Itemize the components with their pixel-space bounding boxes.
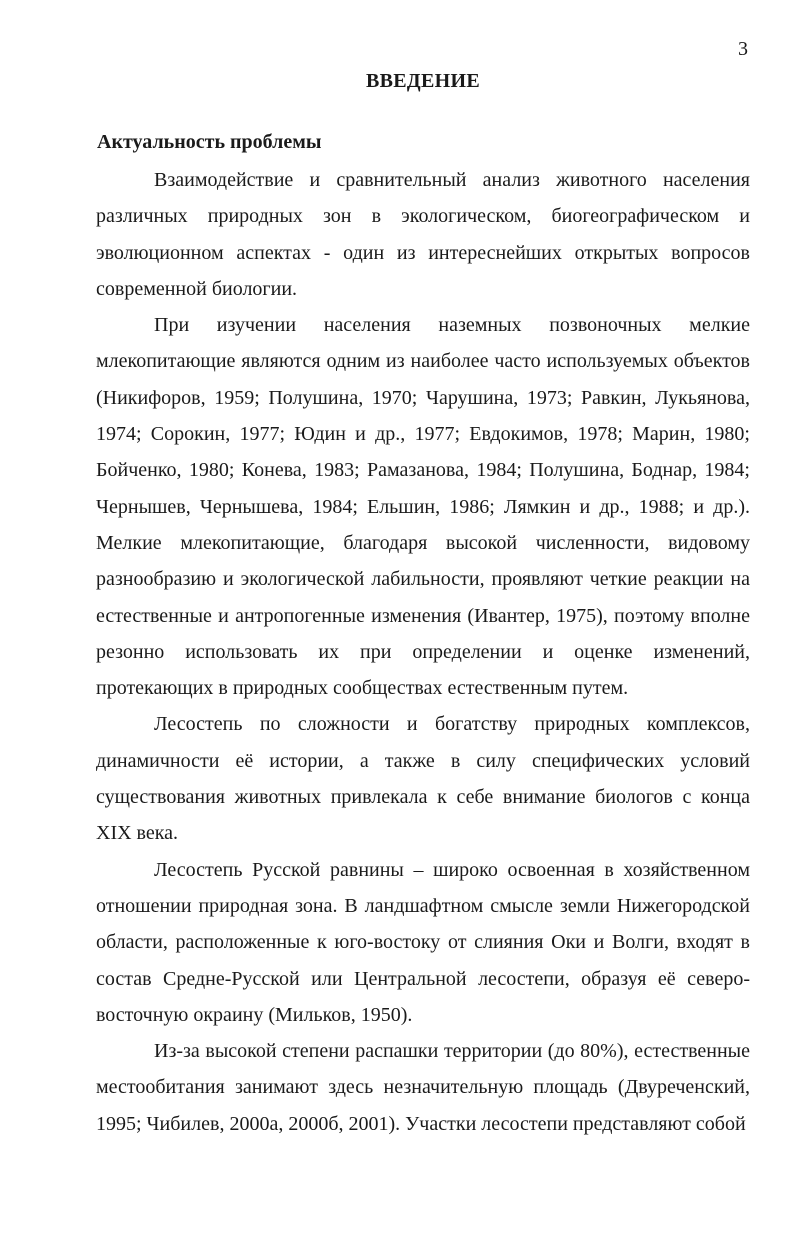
body-text: [96, 162, 750, 1142]
paragraph: Из-за высокой степени распашки территории (до 80%), естественные местообитания занимают здесь незначительную площадь (Двуреченский, 1995; Чибилев, 2000а, 2000б, 2001). Участки лесостепи представляют собой: [96, 1040, 750, 1135]
paragraph: При изучении населения наземных позвоночных мелкие млекопитающие являются одним из наиболее часто используемых объектов (Никифоров, 1959; Полушина, 1970; Чарушина, 1973; Равкин, Лукьянова, 1974; Сорокин, 1977; Юдин и др., 1977; Евдокимов, 1978; Марин, 1980; Бойченко, 1980; Конева, 1983; Рамазанова, 1984; Полушина, Боднар, 1984; Чернышев, Чернышева, 1984; Ельшин, 1986; Лямкин и др., 1988; и др.). Мелкие млекопитающие, благодаря высокой численности, видовому разнообразию и экологической лабильности, проявляют четкие реакции на естественные и антропогенные изменения (Ивантер, 1975), поэтому вполне резонно использовать их при определении и оценке изменений, протекающих в природных сообществах естественным путем.: [96, 314, 750, 700]
paragraph: Лесостепь по сложности и богатству природных комплексов, динамичности её истории, а также в силу специфических условий существования животных привлекала к себе внимание биологов с конца XIX века.: [96, 713, 750, 845]
chapter-heading: ВВЕДЕНИЕ: [366, 70, 480, 92]
paragraph: Взаимодействие и сравнительный анализ животного населения различных природных зон в экологическом, биогеографическом и эволюционном аспектах - один из интереснейших открытых вопросов современной биологии.: [96, 169, 750, 300]
page-number: 3: [738, 38, 748, 60]
section-title: Актуальность проблемы: [97, 131, 322, 153]
paragraph: Лесостепь Русской равнины – широко освоенная в хозяйственном отношении природная зона. В ландшафтном смысле земли Нижегородской области, расположенные к юго-востоку от слияния Оки и Волги, входят в состав Средне-Русской или Центральной лесостепи, образуя её северо-восточную окраину (Мильков, 1950).: [96, 858, 750, 1026]
